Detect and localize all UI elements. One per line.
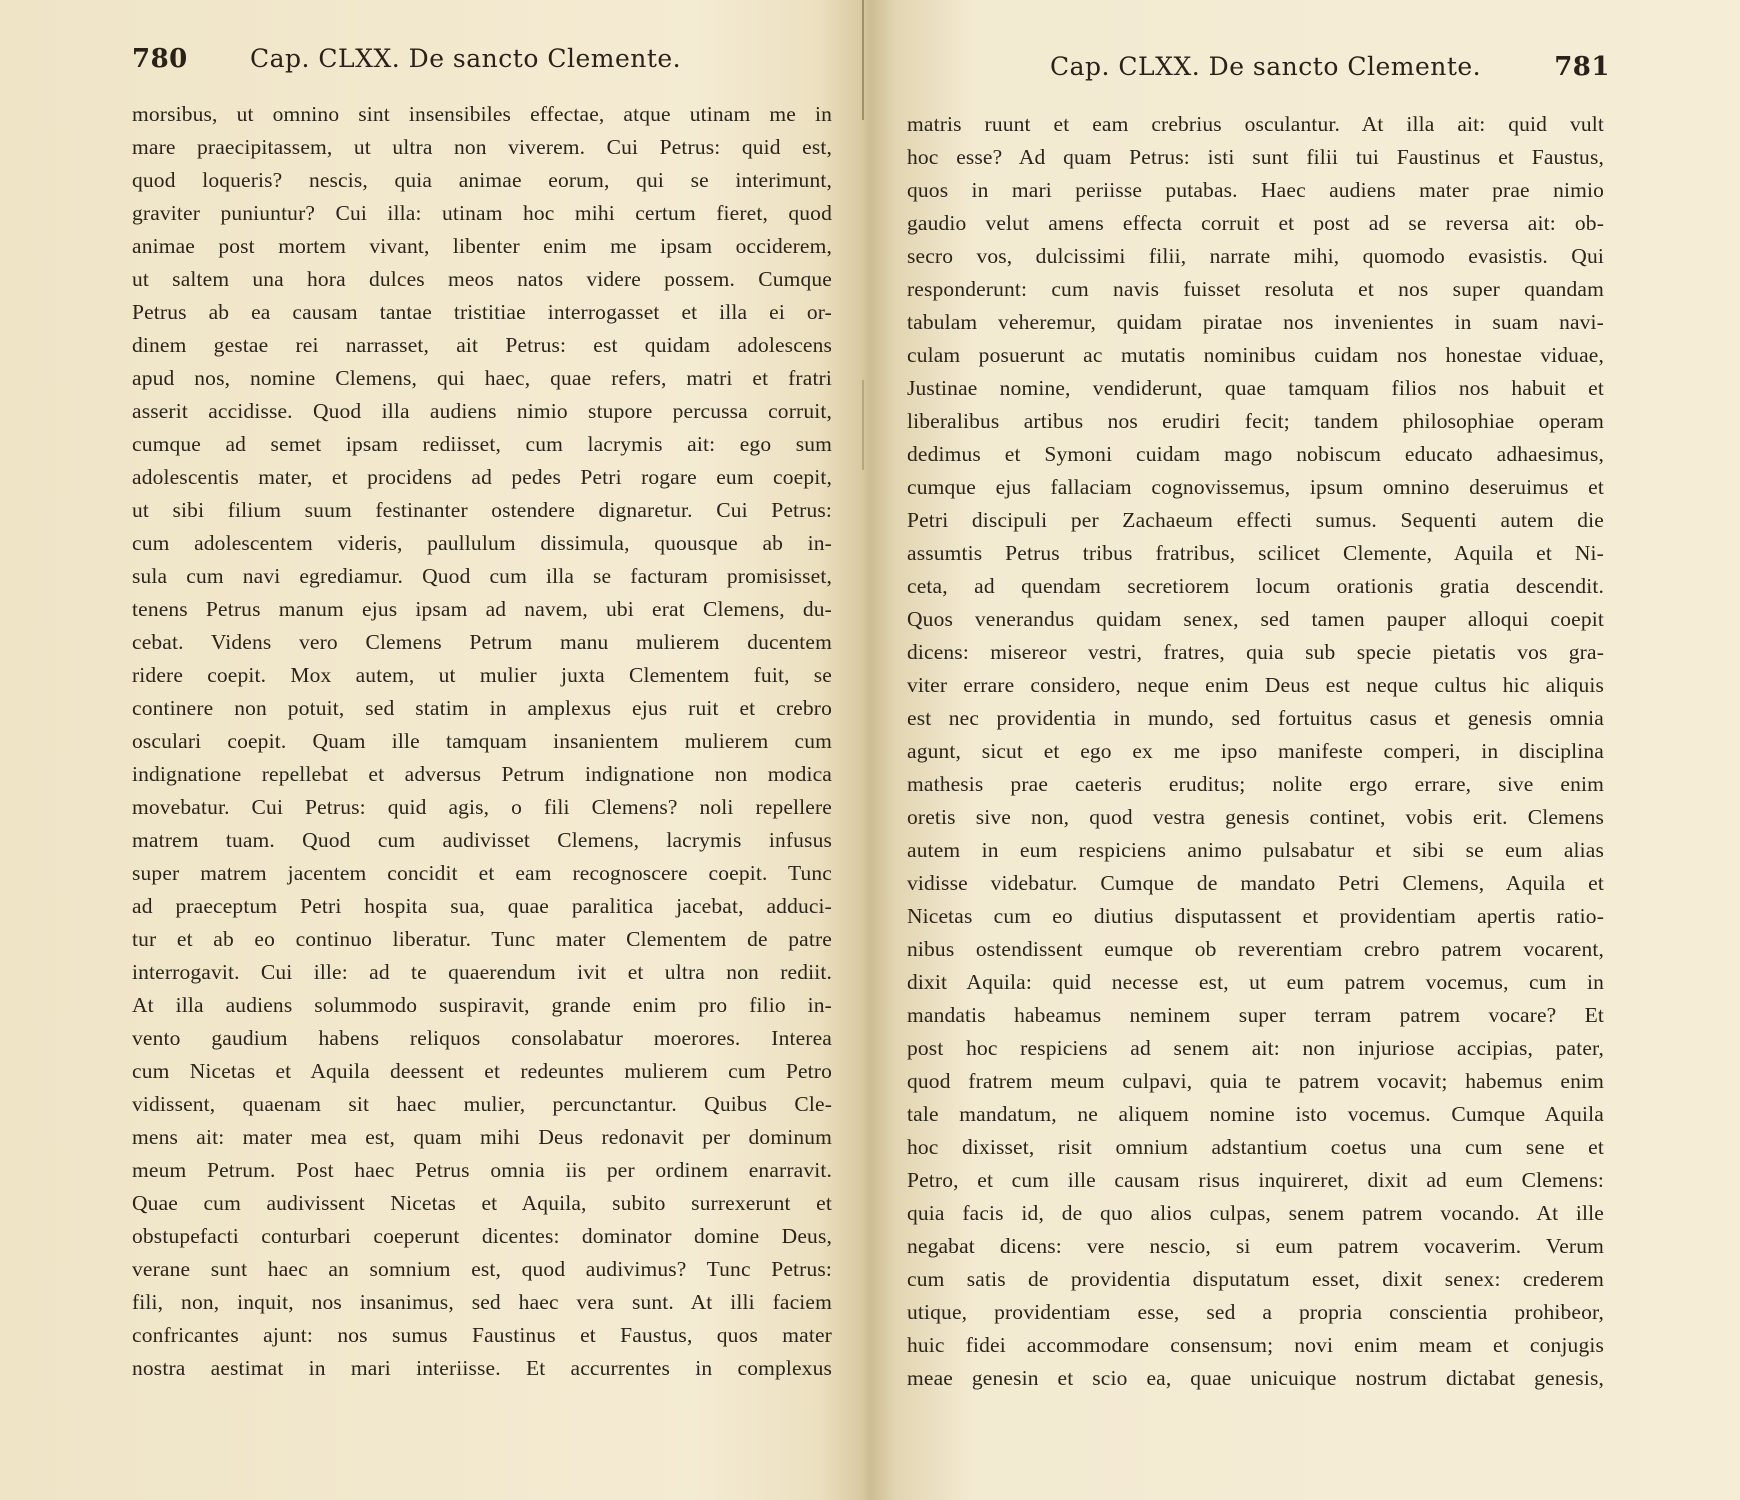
text-line: ut saltem una hora dulces meos natos videre possem. Cumque xyxy=(132,267,832,291)
text-line: cumque ad semet ipsam rediisset, cum lacrymis ait: ego sum xyxy=(132,432,832,456)
text-line: dicens: misereor vestri, fratres, quia sub specie pietatis vos gra- xyxy=(907,640,1604,664)
text-line: post hoc respiciens ad senem ait: non injuriose accipias, pater, xyxy=(907,1036,1604,1060)
right-running-head xyxy=(1050,52,1610,92)
text-line: fili, non, inquit, nos insanimus, sed haec vera sunt. At illi faciem xyxy=(132,1290,832,1314)
text-line: osculari coepit. Quam ille tamquam insanientem mulierem cum xyxy=(132,729,832,753)
text-line: continere non potuit, sed statim in amplexus ejus ruit et crebro xyxy=(132,696,832,720)
text-line: tabulam veheremur, quidam piratae nos invenientes in suam navi- xyxy=(907,310,1604,334)
text-line: nostra aestimat in mari interiisse. Et accurrentes in complexus xyxy=(132,1356,832,1380)
text-line: ceta, ad quendam secretiorem locum orationis gratia descendit. xyxy=(907,574,1604,598)
text-line: culam posuerunt ac mutatis nominibus cuidam nos honestae viduae, xyxy=(907,343,1604,367)
text-line: meum Petrum. Post haec Petrus omnia iis per ordinem enarravit. xyxy=(132,1158,832,1182)
text-line: movebatur. Cui Petrus: quid agis, o fili Clemens? noli repellere xyxy=(132,795,832,819)
text-line: hoc esse? Ad quam Petrus: isti sunt filii tui Faustinus et Faustus, xyxy=(907,145,1604,169)
text-line: verane sunt haec an somnium est, quod audivimus? Tunc Petrus: xyxy=(132,1257,832,1281)
right-chapter-title: Cap. CLXX. De sancto Clemente. xyxy=(1050,52,1482,81)
text-line: meae genesin et scio ea, quae unicuique nostrum dictabat genesis, xyxy=(907,1366,1604,1390)
text-line: dinem gestae rei narrasset, ait Petrus: est quidam adolescens xyxy=(132,333,832,357)
text-line: hoc dixisset, risit omnium adstantium coetus una cum sene et xyxy=(907,1135,1604,1159)
text-line: ridere coepit. Mox autem, ut mulier juxta Clementem fuit, se xyxy=(132,663,832,687)
text-line: mens ait: mater mea est, quam mihi Deus redonavit per dominum xyxy=(132,1125,832,1149)
right-page-number: 781 xyxy=(1554,52,1610,82)
text-line: dedimus et Symoni cuidam mago nobiscum educato adhaesimus, xyxy=(907,442,1604,466)
text-line: cebat. Videns vero Clemens Petrum manu mulierem ducentem xyxy=(132,630,832,654)
text-line: super matrem jacentem concidit et eam recognoscere coepit. Tunc xyxy=(132,861,832,885)
text-line: confricantes ajunt: nos sumus Faustinus et Faustus, quos mater xyxy=(132,1323,832,1347)
text-line: graviter puniuntur? Cui illa: utinam hoc mihi certum fieret, quod xyxy=(132,201,832,225)
text-line: Justinae nomine, vendiderunt, quae tamquam filios nos habuit et xyxy=(907,376,1604,400)
text-line: agunt, sicut et ego ex me ipso manifeste comperi, in disciplina xyxy=(907,739,1604,763)
text-line: secro vos, dulcissimi filii, narrate mihi, quomodo evasistis. Qui xyxy=(907,244,1604,268)
text-line: oretis sive non, quod vestra genesis continet, vobis erit. Clemens xyxy=(907,805,1604,829)
text-line: nibus ostendissent eumque ob reverentiam crebro patrem vocarent, xyxy=(907,937,1604,961)
text-line: responderunt: cum navis fuisset resoluta et nos super quandam xyxy=(907,277,1604,301)
text-line: obstupefacti conturbari coeperunt dicentes: dominator domine Deus, xyxy=(132,1224,832,1248)
text-line: Petri discipuli per Zachaeum effecti sumus. Sequenti autem die xyxy=(907,508,1604,532)
text-line: vento gaudium habens reliquos consolabatur moerores. Interea xyxy=(132,1026,832,1050)
text-line: est nec providentia in mundo, sed fortuitus casus et genesis omnia xyxy=(907,706,1604,730)
text-line: ut sibi filium suum festinanter ostendere dignaretur. Cui Petrus: xyxy=(132,498,832,522)
text-line: morsibus, ut omnino sint insensibiles effectae, atque utinam me in xyxy=(132,102,832,126)
text-line: vidisse videbatur. Cumque de mandato Petri Clemens, Aquila et xyxy=(907,871,1604,895)
text-line: matris ruunt et eam crebrius osculantur. At illa ait: quid vult xyxy=(907,112,1604,136)
text-line: Quae cum audivissent Nicetas et Aquila, subito surrexerunt et xyxy=(132,1191,832,1215)
text-line: cum adolescentem videris, paullulum dissimula, quousque ab in- xyxy=(132,531,832,555)
gutter-line xyxy=(862,0,864,120)
text-line: cumque ejus fallaciam cognovissemus, ipsum omnino deseruimus et xyxy=(907,475,1604,499)
text-line: indignatione repellebat et adversus Petrum indignatione non modica xyxy=(132,762,832,786)
text-line: huic fidei accommodare consensum; novi enim meam et conjugis xyxy=(907,1333,1604,1357)
text-line: At illa audiens solummodo suspiravit, grande enim pro filio in- xyxy=(132,993,832,1017)
text-line: tale mandatum, ne aliquem nomine isto vocemus. Cumque Aquila xyxy=(907,1102,1604,1126)
text-line: matrem tuam. Quod cum audivisset Clemens, lacrymis infusus xyxy=(132,828,832,852)
text-line: quos in mari periisse putabas. Haec audiens mater prae nimio xyxy=(907,178,1604,202)
text-line: tenens Petrus manum ejus ipsam ad navem, ubi erat Clemens, du- xyxy=(132,597,832,621)
text-line: animae post mortem vivant, libenter enim me ipsam occiderem, xyxy=(132,234,832,258)
text-line: quod loqueris? nescis, quia animae eorum, qui se interimunt, xyxy=(132,168,832,192)
text-line: quia facis id, de quo alios culpas, senem patrem vocando. At ille xyxy=(907,1201,1604,1225)
text-line: sula cum navi egrediamur. Quod cum illa se facturam promisisset, xyxy=(132,564,832,588)
right-body-text xyxy=(907,108,1604,1395)
text-line: adolescentis mater, et procidens ad pedes Petri rogare eum coepit, xyxy=(132,465,832,489)
text-line: utique, providentiam esse, sed a propria conscientia prohibeor, xyxy=(907,1300,1604,1324)
left-body-text xyxy=(132,98,832,1385)
text-line: Quos venerandus quidam senex, sed tamen pauper alloqui coepit xyxy=(907,607,1604,631)
text-line: asserit accidisse. Quod illa audiens nimio stupore percussa corruit, xyxy=(132,399,832,423)
text-line: cum Nicetas et Aquila deessent et redeuntes mulierem cum Petro xyxy=(132,1059,832,1083)
left-chapter-title: Cap. CLXX. De sancto Clemente. xyxy=(250,44,682,73)
gutter-line-lower xyxy=(862,380,864,470)
text-line: cum satis de providentia disputatum esset, dixit senex: crederem xyxy=(907,1267,1604,1291)
text-line: interrogavit. Cui ille: ad te quaerendum ivit et ultra non rediit. xyxy=(132,960,832,984)
text-line: Petrus ab ea causam tantae tristitiae interrogasset et illa ei or- xyxy=(132,300,832,324)
text-line: autem in eum respiciens animo pulsabatur et sibi se eum alias xyxy=(907,838,1604,862)
right-page xyxy=(870,0,1740,1500)
text-line: viter errare considero, neque enim Deus est neque cultus hic aliquis xyxy=(907,673,1604,697)
text-line: gaudio velut amens effecta corruit et post ad se reversa ait: ob- xyxy=(907,211,1604,235)
text-line: vidissent, quaenam sit haec mulier, percunctantur. Quibus Cle- xyxy=(132,1092,832,1116)
text-line: apud nos, nomine Clemens, qui haec, quae refers, matri et fratri xyxy=(132,366,832,390)
text-line: Petro, et cum ille causam risus inquireret, dixit ad eum Clemens: xyxy=(907,1168,1604,1192)
text-line: assumtis Petrus tribus fratribus, scilicet Clemente, Aquila et Ni- xyxy=(907,541,1604,565)
left-running-head xyxy=(132,44,832,84)
text-line: mandatis habeamus neminem super terram patrem vocare? Et xyxy=(907,1003,1604,1027)
text-line: tur et ab eo continuo liberatur. Tunc mater Clementem de patre xyxy=(132,927,832,951)
text-line: dixit Aquila: quid necesse est, ut eum patrem vocemus, cum in xyxy=(907,970,1604,994)
text-line: mare praecipitassem, ut ultra non viverem. Cui Petrus: quid est, xyxy=(132,135,832,159)
left-page xyxy=(0,0,860,1500)
text-line: Nicetas cum eo diutius disputassent et providentiam apertis ratio- xyxy=(907,904,1604,928)
text-line: negabat dicens: vere nescio, si eum patrem vocaverim. Verum xyxy=(907,1234,1604,1258)
text-line: mathesis prae caeteris eruditus; nolite ergo errare, sive enim xyxy=(907,772,1604,796)
left-page-number: 780 xyxy=(132,44,188,74)
text-line: quod fratrem meum culpavi, quia te patrem vocavit; habemus enim xyxy=(907,1069,1604,1093)
text-line: liberalibus artibus nos erudiri fecit; tandem philosophiae operam xyxy=(907,409,1604,433)
text-line: ad praeceptum Petri hospita sua, quae paralitica jacebat, adduci- xyxy=(132,894,832,918)
